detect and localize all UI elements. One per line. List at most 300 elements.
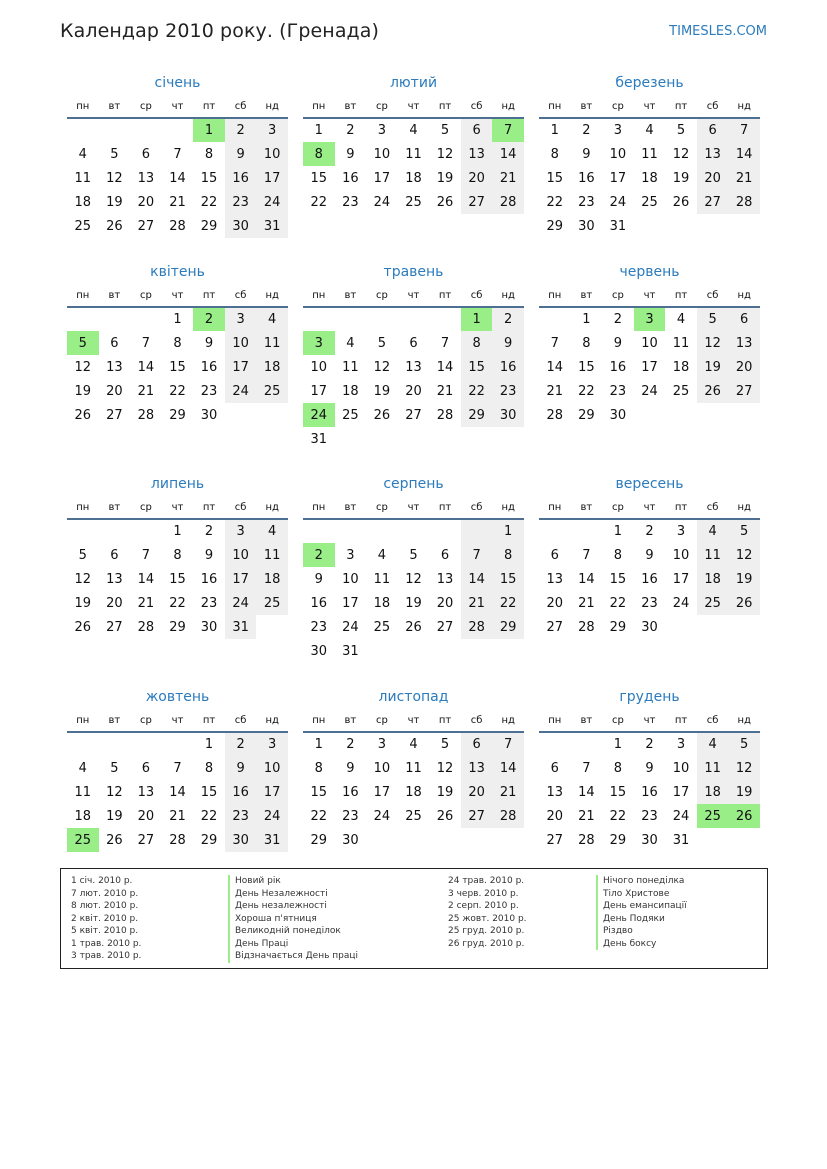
day-cell: 28 [728,190,760,214]
day-cell: 13 [137,170,155,186]
weekday-header: пт [665,96,697,118]
day-cell: 29 [310,832,328,848]
day-cell: 27 [461,804,493,828]
empty-day [130,732,162,756]
week-row [303,379,524,403]
empty-day [492,639,524,663]
day-cell: 19 [74,595,92,611]
empty-day [398,828,430,852]
legend-holiday-name: День боксу [596,938,687,951]
day-cell: 31 [256,214,288,238]
weekday-header: пн [539,497,571,519]
day-cell: 29 [200,832,218,848]
day-cell: 16 [609,359,627,375]
day-cell: 3 [676,737,686,752]
week-row [303,615,524,639]
weekday-header: вт [571,96,603,118]
legend-date: 3 трав. 2010 р. [71,951,142,961]
week-row [539,543,760,567]
day-cell: 29 [609,832,627,848]
empty-day [665,615,697,639]
day-cell: 13 [461,756,493,780]
empty-day [366,639,398,663]
day-cell: 1 [613,524,623,539]
legend-date: 5 квіт. 2010 р. [71,926,139,936]
weekday-header: чт [634,497,666,519]
day-cell: 2 [645,737,654,752]
legend-holiday-name: День Праці [228,938,358,951]
weekday-header: нд [492,710,524,732]
day-cell: 5 [110,146,119,162]
day-cell: 16 [200,571,218,587]
day-cell: 20 [436,595,454,611]
day-cell: 30 [609,407,627,423]
day-cell: 1 [314,737,323,752]
empty-day [571,519,603,543]
day-cell: 16 [310,595,328,611]
legend-holiday-name: День незалежності [228,900,358,913]
day-cell: 1 [492,519,524,543]
week-row [539,732,760,756]
day-cell: 23 [310,619,328,635]
weekday-header: пт [665,497,697,519]
empty-day [697,828,729,852]
day-cell: 10 [342,571,359,587]
day-cell: 21 [137,383,155,399]
day-cell: 24 [672,808,690,824]
day-cell: 3 [613,123,623,138]
weekday-header: пн [303,497,335,519]
day-cell: 5 [377,335,387,351]
weekday-header: пт [193,285,225,307]
month-name: січень [154,75,201,91]
day-cell: 25 [67,828,99,852]
day-cell: 5 [409,547,418,563]
month-10 [66,686,289,852]
month-3 [538,72,761,238]
day-cell: 26 [728,804,760,828]
empty-day [461,519,493,543]
day-cell: 7 [173,760,182,776]
day-cell: 9 [204,335,214,351]
empty-day [225,403,257,427]
day-cell: 15 [200,784,218,800]
day-cell: 8 [173,335,182,351]
day-cell: 8 [492,543,524,567]
day-cell: 27 [728,379,760,403]
day-cell: 6 [728,307,760,331]
day-cell: 8 [314,760,323,776]
empty-day [162,118,194,142]
day-cell: 14 [169,170,186,186]
day-cell: 5 [67,331,99,355]
day-cell: 10 [672,760,690,776]
empty-day [429,427,461,451]
day-cell: 25 [373,619,391,635]
day-cell: 16 [342,784,359,800]
day-cell: 13 [697,142,729,166]
day-cell: 20 [106,383,123,399]
day-cell: 8 [303,142,335,166]
legend-holiday-name: Різдво [596,925,687,938]
legend-left-names [228,875,358,963]
day-cell: 30 [310,643,328,659]
legend-holiday-name: Хороша п'ятниця [228,913,358,926]
day-cell: 7 [173,146,182,162]
day-cell: 23 [641,808,658,824]
page-title: Календар 2010 року. (Гренада) [60,20,380,42]
day-cell: 1 [314,123,323,138]
day-cell: 25 [74,218,92,234]
day-cell: 13 [106,571,123,587]
day-cell: 18 [74,194,92,210]
week-row [303,307,524,331]
day-cell: 14 [728,142,760,166]
day-cell: 28 [578,832,595,848]
day-cell: 26 [74,407,92,423]
empty-day [665,403,697,427]
legend-date: 25 груд. 2010 р. [448,926,525,936]
day-cell: 5 [728,519,760,543]
day-cell: 18 [697,567,729,591]
day-cell: 27 [697,190,729,214]
day-cell: 31 [342,643,359,659]
weekday-header: нд [492,497,524,519]
week-row [539,166,760,190]
weekday-header: нд [492,96,524,118]
day-cell: 3 [256,732,288,756]
empty-day [67,118,99,142]
day-cell: 30 [641,832,658,848]
day-cell: 29 [169,407,186,423]
day-cell: 24 [225,591,257,615]
week-row [539,519,760,543]
day-cell: 7 [461,543,493,567]
legend-left-dates [71,875,141,963]
day-cell: 12 [728,756,760,780]
week-row [67,166,288,190]
day-cell: 4 [409,737,418,752]
day-cell: 30 [225,828,257,852]
day-cell: 27 [405,407,422,423]
day-cell: 4 [346,335,355,351]
week-row [67,780,288,804]
month-table [67,497,288,639]
day-cell: 19 [106,808,123,824]
week-row [67,307,288,331]
day-cell: 6 [110,335,119,351]
empty-day [728,828,760,852]
day-cell: 26 [74,619,92,635]
empty-day [335,427,367,451]
weekday-header: вт [571,497,603,519]
day-cell: 17 [373,784,391,800]
weekday-header: пн [303,285,335,307]
day-cell: 7 [582,760,591,776]
weekday-header: сб [225,96,257,118]
day-cell: 5 [728,732,760,756]
day-cell: 7 [440,335,450,351]
weekday-header: нд [728,96,760,118]
week-row [539,307,760,331]
weekday-header: чт [398,497,430,519]
day-cell: 20 [405,383,422,399]
week-row [67,591,288,615]
day-cell: 11 [405,146,422,162]
day-cell: 3 [225,519,257,543]
day-cell: 29 [200,218,218,234]
day-cell: 27 [546,619,564,635]
day-cell: 15 [169,571,186,587]
month-name: серпень [383,476,444,492]
day-cell: 7 [492,118,524,142]
weekday-header: пт [429,285,461,307]
weekday-header: ср [366,285,398,307]
day-cell: 30 [200,619,218,635]
weekday-header: ср [366,96,398,118]
legend-date: 7 лют. 2010 р. [71,888,139,899]
day-cell: 15 [169,359,186,375]
day-cell: 23 [578,194,595,210]
day-cell: 25 [405,808,422,824]
day-cell: 19 [436,784,454,800]
day-cell: 2 [492,307,524,331]
day-cell: 11 [373,571,391,587]
empty-day [665,214,697,238]
day-cell: 17 [641,359,658,375]
day-cell: 18 [373,595,391,611]
empty-day [571,732,603,756]
day-cell: 13 [405,359,422,375]
empty-day [67,732,99,756]
weekday-header: вт [571,285,603,307]
day-cell: 22 [609,808,627,824]
day-cell: 20 [728,355,760,379]
day-cell: 28 [546,407,564,423]
day-cell: 21 [169,194,186,210]
week-row [67,190,288,214]
month-table [539,710,760,852]
empty-day [461,427,493,451]
day-cell: 5 [697,307,729,331]
day-cell: 17 [256,166,288,190]
legend-holiday-name: День Подяки [596,913,687,926]
week-row [67,543,288,567]
legend-holiday-name: День емансипації [596,900,687,913]
day-cell: 3 [256,118,288,142]
weekday-header: пт [429,497,461,519]
day-cell: 3 [377,737,387,752]
empty-day [335,307,367,331]
weekday-header: ср [130,96,162,118]
day-cell: 13 [436,571,454,587]
day-cell: 24 [256,804,288,828]
day-cell: 30 [641,619,658,635]
empty-day [162,732,194,756]
weekday-header: вт [99,285,131,307]
day-cell: 17 [609,170,627,186]
site-link[interactable]: TIMESLES.COM [669,24,767,39]
empty-day [429,828,461,852]
day-cell: 31 [672,832,690,848]
day-cell: 30 [200,407,218,423]
day-cell: 21 [492,166,524,190]
day-cell: 20 [546,808,564,824]
legend-date: 2 квіт. 2010 р. [71,913,139,924]
day-cell: 4 [697,519,729,543]
day-cell: 11 [74,170,92,186]
month-1 [66,72,289,238]
day-cell: 27 [106,619,123,635]
weekday-header: сб [225,710,257,732]
empty-day [398,307,430,331]
day-cell: 4 [256,519,288,543]
day-cell: 23 [200,595,218,611]
day-cell: 22 [200,808,218,824]
day-cell: 26 [697,379,729,403]
day-cell: 4 [78,760,87,776]
day-cell: 25 [697,591,729,615]
day-cell: 4 [697,732,729,756]
legend-date: 24 трав. 2010 р. [448,876,525,886]
day-cell: 19 [728,567,760,591]
day-cell: 9 [225,756,257,780]
empty-day [99,519,131,543]
empty-day [366,307,398,331]
day-cell: 23 [609,383,627,399]
legend-holiday-name: Новий рік [228,875,358,888]
day-cell: 3 [676,524,686,539]
week-row [303,543,524,567]
day-cell: 26 [106,218,123,234]
day-cell: 6 [141,760,151,776]
legend-date: 8 лют. 2010 р. [71,901,139,911]
weekday-header: ср [130,497,162,519]
day-cell: 6 [141,146,151,162]
day-cell: 15 [310,784,328,800]
weekday-header: сб [697,710,729,732]
weekday-header: пн [539,710,571,732]
empty-day [429,307,461,331]
day-cell: 22 [200,194,218,210]
day-cell: 3 [377,123,387,138]
month-5 [302,261,525,451]
day-cell: 19 [728,780,760,804]
day-cell: 21 [169,808,186,824]
weekday-header: пн [539,285,571,307]
weekday-header: нд [492,285,524,307]
day-cell: 2 [225,732,257,756]
empty-day [461,639,493,663]
weekday-header: нд [728,497,760,519]
day-cell: 13 [728,331,760,355]
day-cell: 21 [546,383,564,399]
day-cell: 23 [342,194,359,210]
week-row [539,403,760,427]
day-cell: 4 [256,307,288,331]
empty-day [99,732,131,756]
month-2 [302,72,525,214]
day-cell: 14 [546,359,564,375]
day-cell: 28 [169,218,186,234]
day-cell: 4 [676,312,686,327]
day-cell: 9 [225,142,257,166]
day-cell: 11 [74,784,92,800]
day-cell: 26 [436,808,454,824]
day-cell: 4 [645,123,654,138]
day-cell: 21 [492,780,524,804]
legend-date: 26 груд. 2010 р. [448,938,525,949]
day-cell: 22 [310,194,328,210]
empty-day [728,403,760,427]
empty-day [67,307,99,331]
day-cell: 17 [225,567,257,591]
day-cell: 2 [582,123,591,138]
day-cell: 8 [204,146,214,162]
weekday-header: чт [162,285,194,307]
day-cell: 9 [582,146,591,162]
day-cell: 14 [137,359,155,375]
day-cell: 8 [461,331,493,355]
weekday-header: пн [67,710,99,732]
weekday-header: ср [602,497,634,519]
empty-day [429,519,461,543]
day-cell: 1 [173,524,182,539]
empty-day [398,639,430,663]
empty-day [67,519,99,543]
day-cell: 29 [461,403,493,427]
weekday-header: пн [67,285,99,307]
empty-day [366,828,398,852]
day-cell: 5 [110,760,119,776]
empty-day [492,828,524,852]
day-cell: 11 [405,760,422,776]
week-row [67,756,288,780]
day-cell: 5 [676,123,686,138]
day-cell: 1 [461,307,493,331]
weekday-header: вт [335,96,367,118]
legend-holiday-name: Тіло Христове [596,888,687,901]
day-cell: 20 [461,780,493,804]
month-table [303,710,524,852]
day-cell: 26 [672,194,690,210]
empty-day [492,427,524,451]
weekday-header: нд [728,710,760,732]
weekday-header: ср [602,96,634,118]
day-cell: 9 [204,547,214,563]
weekday-header: ср [602,285,634,307]
week-row [539,142,760,166]
weekday-header: пн [539,96,571,118]
weekday-header: вт [99,710,131,732]
day-cell: 16 [641,784,658,800]
week-row [67,118,288,142]
day-cell: 24 [342,619,359,635]
day-cell: 15 [310,170,328,186]
month-table [67,710,288,852]
month-name: вересень [615,476,684,492]
day-cell: 18 [697,780,729,804]
week-row [303,804,524,828]
weekday-header: чт [398,710,430,732]
legend-right-names [596,875,687,950]
day-cell: 15 [546,170,564,186]
empty-day [366,519,398,543]
day-cell: 19 [436,170,454,186]
empty-day [366,427,398,451]
day-cell: 12 [106,784,123,800]
day-cell: 30 [225,214,257,238]
